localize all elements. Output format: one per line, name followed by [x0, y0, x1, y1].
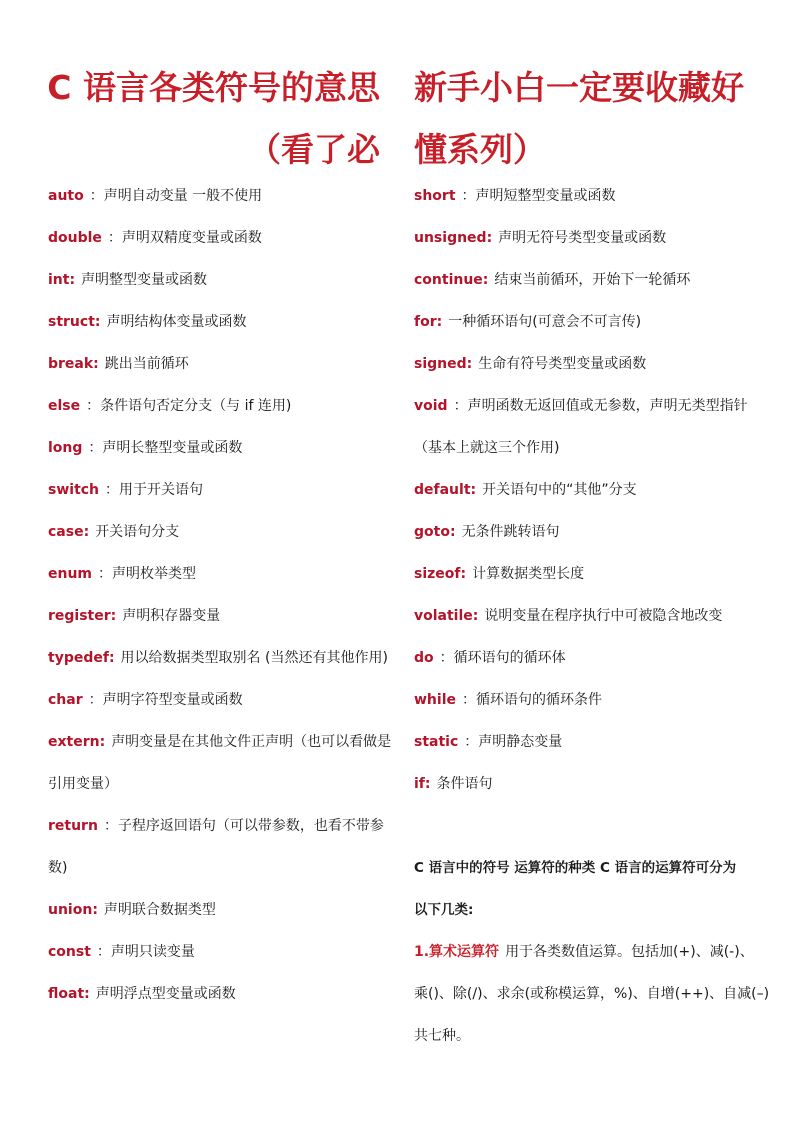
- keyword: while: [414, 692, 456, 708]
- keyword: goto:: [414, 524, 456, 540]
- keyword-entry-int: [48, 259, 398, 301]
- operator-paragraph: [414, 931, 774, 973]
- definition-continuation: （基本上就这三个作用): [414, 440, 560, 456]
- definition: 无条件跳转语句: [461, 524, 560, 540]
- definition: 生命有符号类型变量或函数: [478, 356, 647, 372]
- separator: ：: [98, 566, 113, 582]
- separator: ：: [89, 188, 104, 204]
- separator: ：: [96, 944, 111, 960]
- keyword-entry-do: [414, 637, 774, 679]
- keyword: auto: [48, 188, 84, 204]
- keyword-entry-if: [414, 763, 774, 805]
- keyword-entry-case: [48, 511, 398, 553]
- definition: 一种循环语句(可意会不可言传): [448, 314, 642, 330]
- keyword-entry-extern: [48, 721, 398, 763]
- keyword: sizeof:: [414, 566, 467, 582]
- separator: ：: [439, 650, 454, 666]
- keyword: if:: [414, 776, 431, 792]
- separator: ：: [464, 734, 479, 750]
- operator-highlight: 1.算术运算符: [414, 944, 500, 960]
- keyword-entry-switch: [48, 469, 398, 511]
- separator: ：: [86, 398, 101, 414]
- section-heading: C 语言中的符号 运算符的种类 C 语言的运算符可分为: [414, 860, 737, 876]
- keyword: switch: [48, 482, 100, 498]
- keyword: struct:: [48, 314, 101, 330]
- keyword-entry-const: [48, 931, 398, 973]
- definition: 开关语句分支: [95, 524, 180, 540]
- keyword-entry-float: [48, 973, 398, 1015]
- paragraph-line-3: 共七种。: [414, 1028, 470, 1044]
- keyword: break:: [48, 356, 99, 372]
- separator: ：: [461, 188, 476, 204]
- keyword-entry-else: [48, 385, 398, 427]
- keyword: register:: [48, 608, 117, 624]
- keyword: continue:: [414, 272, 489, 288]
- keyword: void: [414, 398, 448, 414]
- separator: ：: [105, 482, 120, 498]
- keyword: for:: [414, 314, 443, 330]
- definition: 跳出当前循环: [104, 356, 189, 372]
- left-column: [48, 175, 398, 1015]
- definition: 声明双精度变量或函数: [121, 230, 262, 246]
- keyword-entry-break: [48, 343, 398, 385]
- separator: ：: [88, 692, 103, 708]
- keyword-entry-for: [414, 301, 774, 343]
- definition: 声明枚举类型: [112, 566, 197, 582]
- keyword: else: [48, 398, 81, 414]
- definition: 声明自动变量 一般不使用: [103, 188, 263, 204]
- page-subtitle-left: （看了必: [248, 130, 380, 169]
- definition: 声明只读变量: [110, 944, 195, 960]
- keyword: union:: [48, 902, 98, 918]
- keyword: float:: [48, 986, 90, 1002]
- keyword: do: [414, 650, 434, 666]
- definition: 用于开关语句: [119, 482, 204, 498]
- keyword-entry-return: [48, 805, 398, 847]
- definition: 声明积存器变量: [122, 608, 221, 624]
- keyword-entry-sizeof: [414, 553, 774, 595]
- spacer: [414, 805, 774, 847]
- title-line-1: [0, 62, 800, 122]
- definition: 说明变量在程序执行中可被隐含地改变: [484, 608, 723, 624]
- keyword-entry-default: [414, 469, 774, 511]
- definition: 用以给数据类型取别名 (当然还有其他作用): [120, 650, 388, 666]
- page-subtitle-right: 懂系列）: [414, 130, 546, 169]
- keyword-entry-char: [48, 679, 398, 721]
- definition: 声明结构体变量或函数: [106, 314, 247, 330]
- keyword: volatile:: [414, 608, 479, 624]
- keyword-entry-union: [48, 889, 398, 931]
- keyword-entry-signed: [414, 343, 774, 385]
- keyword: case:: [48, 524, 90, 540]
- definition: 条件语句否定分支（与 if 连用): [100, 398, 292, 414]
- keyword-entry-long: [48, 427, 398, 469]
- keyword: default:: [414, 482, 477, 498]
- keyword-entry-auto: [48, 175, 398, 217]
- keyword: typedef:: [48, 650, 115, 666]
- keyword-entry-typedef: [48, 637, 398, 679]
- definition: 开关语句中的“其他”分支: [482, 482, 637, 498]
- definition: 声明变量是在其他文件正声明（也可以看做是: [111, 734, 392, 750]
- keyword-entry-void: [414, 385, 774, 427]
- definition: 声明整型变量或函数: [81, 272, 208, 288]
- page-title: C 语言各类符号的意思: [47, 68, 380, 107]
- keyword-entry-enum: [48, 553, 398, 595]
- separator: ：: [453, 398, 468, 414]
- separator: ：: [103, 818, 118, 834]
- keyword-entry-double: [48, 217, 398, 259]
- keyword: double: [48, 230, 102, 246]
- separator: ：: [107, 230, 122, 246]
- definition: 声明浮点型变量或函数: [95, 986, 236, 1002]
- keyword: static: [414, 734, 459, 750]
- definition: 声明短整型变量或函数: [475, 188, 616, 204]
- keyword-entry-unsigned: [414, 217, 774, 259]
- keyword-entry-volatile: [414, 595, 774, 637]
- definition-continuation: 引用变量）: [48, 776, 118, 792]
- keyword: signed:: [414, 356, 473, 372]
- definition: 声明静态变量: [478, 734, 563, 750]
- definition: 计算数据类型长度: [472, 566, 585, 582]
- keyword: int:: [48, 272, 76, 288]
- definition: 循环语句的循环体: [453, 650, 566, 666]
- section-heading-cont: 以下几类:: [414, 902, 474, 918]
- definition: 声明字符型变量或函数: [102, 692, 243, 708]
- definition: 循环语句的循环条件: [476, 692, 602, 708]
- keyword: extern:: [48, 734, 106, 750]
- keyword-entry-static: [414, 721, 774, 763]
- keyword-entry-goto: [414, 511, 774, 553]
- page-title-right: 新手小白一定要收藏好: [414, 68, 744, 107]
- definition: 结束当前循环，开始下一轮循环: [494, 272, 691, 288]
- keyword-entry-register: [48, 595, 398, 637]
- right-column: [414, 175, 774, 1057]
- definition: 声明无符号类型变量或函数: [498, 230, 667, 246]
- paragraph-text: 用于各类数值运算。包括加(+)、减(-)、: [505, 944, 754, 960]
- keyword: return: [48, 818, 98, 834]
- keyword: enum: [48, 566, 93, 582]
- separator: ：: [88, 440, 103, 456]
- keyword: char: [48, 692, 83, 708]
- definition: 条件语句: [436, 776, 493, 792]
- keyword: long: [48, 440, 83, 456]
- keyword: unsigned:: [414, 230, 493, 246]
- separator: ：: [462, 692, 476, 708]
- definition: 声明长整型变量或函数: [102, 440, 243, 456]
- keyword-entry-continue: [414, 259, 774, 301]
- definition: 子程序返回语句（可以带参数，也看不带参: [117, 818, 384, 834]
- keyword-entry-struct: [48, 301, 398, 343]
- keyword-entry-while: [414, 679, 774, 721]
- definition: 声明联合数据类型: [103, 902, 216, 918]
- definition: 声明函数无返回值或无参数，声明无类型指针: [467, 398, 748, 414]
- definition-continuation: 数): [48, 860, 68, 876]
- keyword: short: [414, 188, 456, 204]
- keyword: const: [48, 944, 91, 960]
- keyword-entry-short: [414, 175, 774, 217]
- paragraph-line-2: 乘()、除(/)、求余(或称模运算，%)、自增(++)、自减(–): [414, 986, 770, 1002]
